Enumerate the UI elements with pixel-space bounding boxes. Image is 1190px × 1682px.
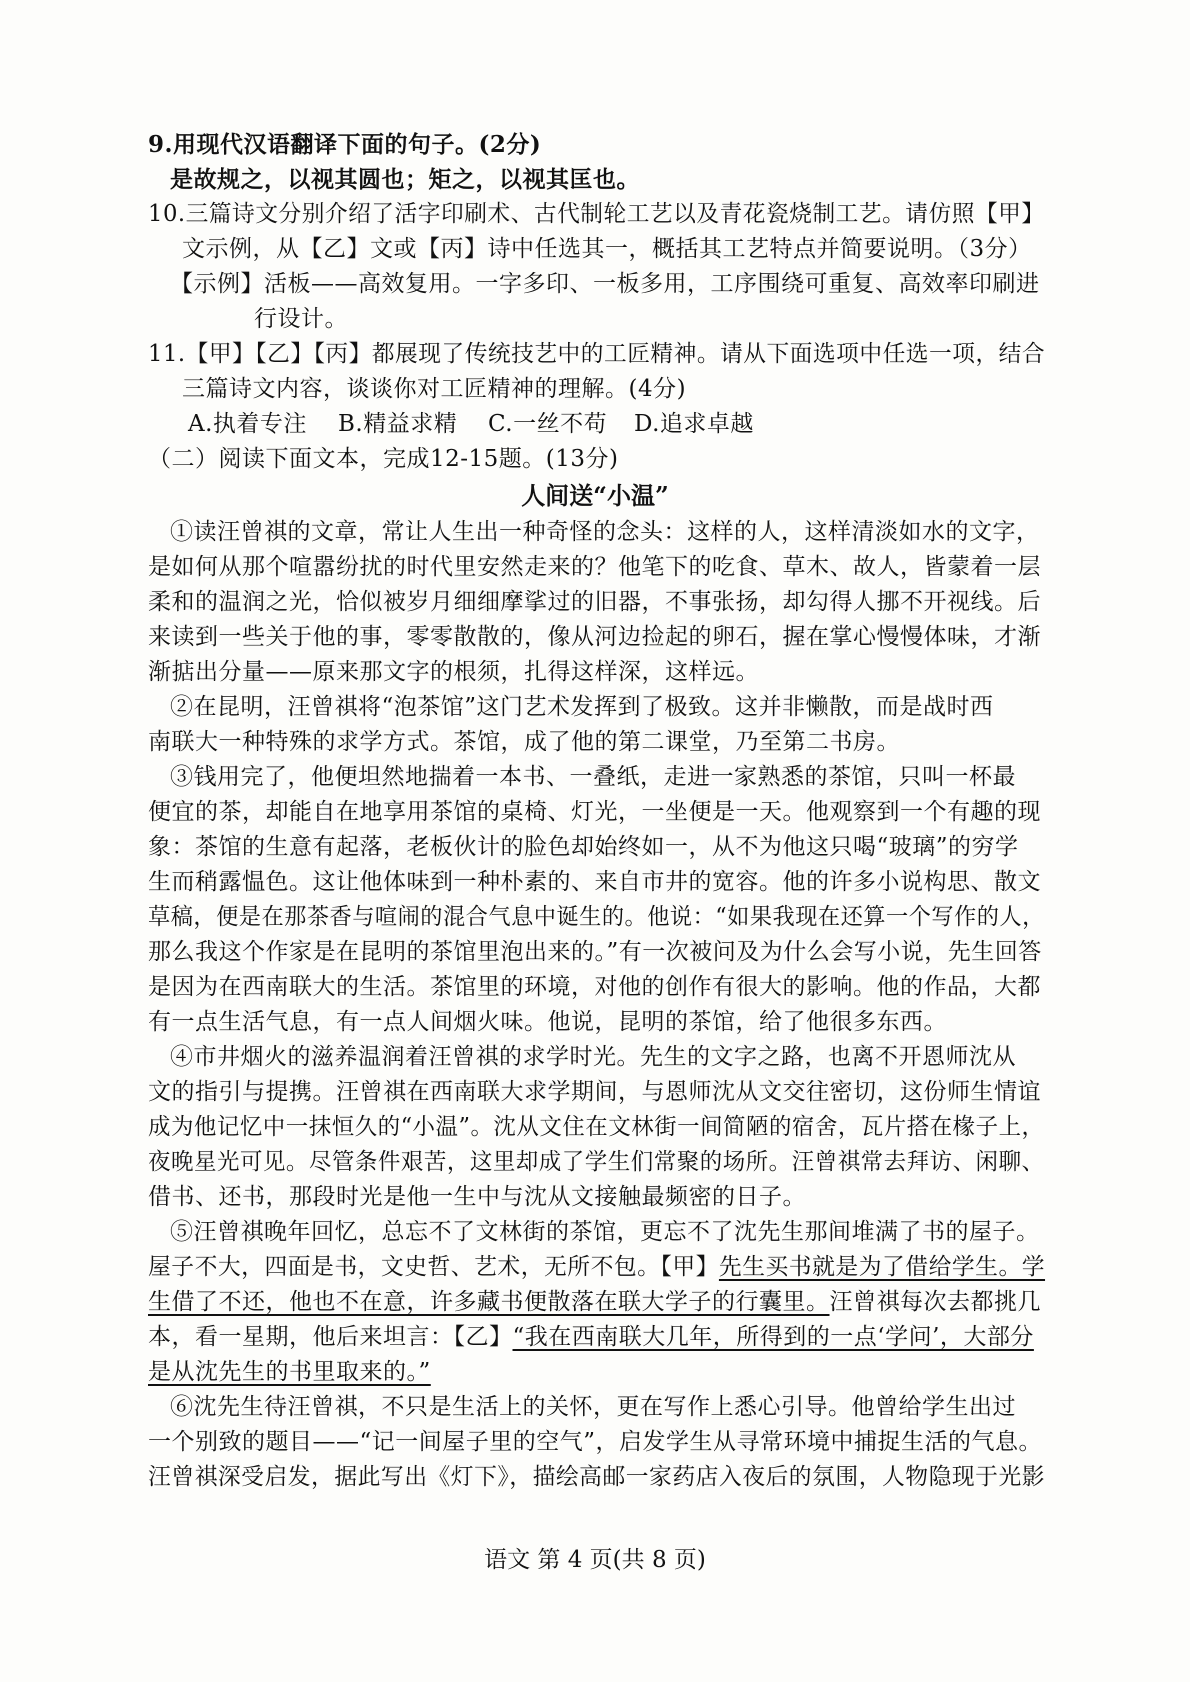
paragraph-5-line bbox=[148, 1319, 1034, 1355]
underlined-passage-yi: 是从沈先生的书里取来的。” bbox=[148, 1359, 431, 1385]
paragraph-5-text: 本，看一星期，他后来坦言：【乙】 bbox=[148, 1324, 513, 1350]
underlined-passage-jia: 生借了不还，他也不在意，许多藏书便散落在联大学子的行囊里。 bbox=[148, 1289, 830, 1315]
article-title: 人间送“小温” bbox=[521, 481, 669, 510]
question-10-example: 行设计。 bbox=[254, 306, 348, 332]
paragraph-1-line: 来读到一些关于他的事，零零散散的，像从河边捡起的卵石，握在掌心慢慢体味，才渐 bbox=[148, 624, 1041, 650]
question-11-options bbox=[188, 406, 754, 442]
paragraph-1-line: 柔和的温润之光，恰似被岁月细细摩挲过的旧器，不事张扬，却勾得人挪不开视线。后 bbox=[148, 589, 1041, 615]
paragraph-5-text: 汪曾祺每次去都挑几 bbox=[829, 1289, 1041, 1315]
paragraph-5-line bbox=[148, 1354, 431, 1390]
paragraph-3-line: 那么我这个作家是在昆明的茶馆里泡出来的。”有一次被问及为什么会写小说，先生回答 bbox=[148, 939, 1042, 965]
option-a: A.执着专注 bbox=[188, 411, 307, 437]
paragraph-5-text: 屋子不大，四面是书，文史哲、艺术，无所不包。【甲】 bbox=[148, 1254, 719, 1280]
paragraph-3-line: 是因为在西南联大的生活。茶馆里的环境，对他的创作有很大的影响。他的作品，大都 bbox=[148, 974, 1041, 1000]
question-10-line: 10.三篇诗文分别介绍了活字印刷术、古代制轮工艺以及青花瓷烧制工艺。请仿照【甲】 bbox=[148, 201, 1045, 227]
option-c: C.一丝不苟 bbox=[488, 411, 608, 437]
paragraph-2-line: ②在昆明，汪曾祺将“泡茶馆”这门艺术发挥到了极致。这并非懒散，而是战时西 bbox=[170, 694, 994, 720]
paragraph-4-line: 借书、还书，那段时光是他一生中与沈从文接触最频密的日子。 bbox=[148, 1184, 806, 1210]
paragraph-3-line: ③钱用完了，他便坦然地揣着一本书、一叠纸，走进一家熟悉的茶馆，只叫一杯最 bbox=[170, 764, 1016, 790]
paragraph-4-line: 文的指引与提携。汪曾祺在西南联大求学期间，与恩师沈从文交往密切，这份师生情谊 bbox=[148, 1079, 1041, 1105]
paragraph-6-line: ⑥沈先生待汪曾祺，不只是生活上的关怀，更在写作上悉心引导。他曾给学生出过 bbox=[170, 1394, 1016, 1420]
question-11-line: 三篇诗文内容，谈谈你对工匠精神的理解。(4分) bbox=[182, 376, 687, 402]
question-9-sentence: 是故规之，以视其圆也；矩之，以视其匡也。 bbox=[170, 166, 640, 193]
question-10-line: 文示例，从【乙】文或【丙】诗中任选其一，概括其工艺特点并简要说明。（3分） bbox=[182, 236, 1032, 262]
option-d: D.追求卓越 bbox=[634, 411, 754, 437]
paragraph-1-line: 是如何从那个喧嚣纷扰的时代里安然走来的？他笔下的吃食、草木、故人，皆蒙着一层 bbox=[148, 554, 1041, 580]
paragraph-3-line: 有一点生活气息，有一点人间烟火味。他说，昆明的茶馆，给了他很多东西。 bbox=[148, 1009, 947, 1035]
paragraph-5-line bbox=[148, 1249, 1045, 1285]
paragraph-5-line bbox=[148, 1284, 1041, 1320]
question-11-line: 11.【甲】【乙】【丙】都展现了传统技艺中的工匠精神。请从下面选项中任选一项，结合 bbox=[148, 341, 1046, 367]
paragraph-4-line: 成为他记忆中一抹恒久的“小温”。沈从文住在文林街一间简陋的宿舍，瓦片搭在椽子上， bbox=[148, 1114, 1045, 1140]
section-heading: （二）阅读下面文本，完成12-15题。(13分) bbox=[148, 446, 619, 472]
paragraph-3-line: 生而稍露愠色。这让他体味到一种朴素的、来自市井的宽容。他的许多小说构思、散文 bbox=[148, 869, 1041, 895]
paragraph-3-line: 象：茶馆的生意有起落，老板伙计的脸色却始终如一，从不为他这只喝“玻璃”的穷学 bbox=[148, 834, 1019, 860]
paragraph-2-line: 南联大一种特殊的求学方式。茶馆，成了他的第二课堂，乃至第二书房。 bbox=[148, 729, 900, 755]
paragraph-1-line: ①读汪曾祺的文章，常让人生出一种奇怪的念头：这样的人，这样清淡如水的文字， bbox=[170, 519, 1040, 545]
paragraph-3-line: 便宜的茶，却能自在地享用茶馆的桌椅、灯光，一坐便是一天。他观察到一个有趣的现 bbox=[148, 799, 1041, 825]
paragraph-1-line: 渐掂出分量——原来那文字的根须，扎得这样深，这样远。 bbox=[148, 659, 759, 685]
paragraph-6-line: 汪曾祺深受启发，据此写出《灯下》，描绘高邮一家药店入夜后的氛围，人物隐现于光影 bbox=[148, 1464, 1046, 1490]
paragraph-4-line: ④市井烟火的滋养温润着汪曾祺的求学时光。先生的文字之路，也离不开恩师沈从 bbox=[170, 1044, 1016, 1070]
paragraph-3-line: 草稿，便是在那茶香与喧闹的混合气息中诞生的。他说：“如果我现在还算一个写作的人， bbox=[148, 904, 1045, 930]
option-b: B.精益求精 bbox=[338, 411, 458, 437]
page-footer: 语文 第 4 页(共 8 页) bbox=[484, 1547, 706, 1573]
question-9-title: 9.用现代汉语翻译下面的句子。(2分) bbox=[148, 131, 542, 158]
question-10-example: 【示例】活板——高效复用。一字多印、一板多用，工序围绕可重复、高效率印刷进 bbox=[170, 271, 1040, 297]
underlined-passage-jia: 先生买书就是为了借给学生。学 bbox=[718, 1254, 1046, 1280]
paragraph-6-line: 一个别致的题目——“记一间屋子里的空气”，启发学生从寻常环境中捕捉生活的气息。 bbox=[148, 1429, 1043, 1455]
paragraph-4-line: 夜晚星光可见。尽管条件艰苦，这里却成了学生们常聚的场所。汪曾祺常去拜访、闲聊、 bbox=[148, 1149, 1045, 1175]
paragraph-5-line: ⑤汪曾祺晚年回忆，总忘不了文林街的茶馆，更忘不了沈先生那间堆满了书的屋子。 bbox=[170, 1219, 1040, 1245]
underlined-passage-yi: “我在西南联大几年，所得到的一点‘学问’，大部分 bbox=[512, 1324, 1034, 1350]
